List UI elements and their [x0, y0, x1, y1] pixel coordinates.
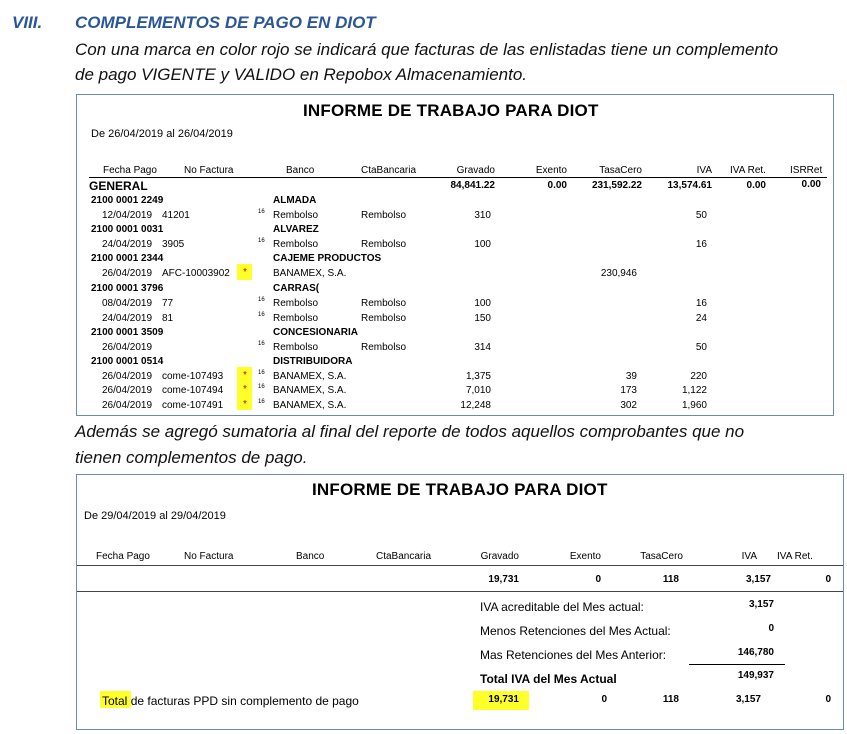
cell-gravado: 7,010 — [465, 385, 491, 396]
cell-factura: come-107493 — [162, 371, 224, 382]
cell-factura: AFC-10003902 — [162, 268, 230, 279]
report-1 — [76, 94, 834, 416]
ppd-label — [102, 694, 359, 708]
cell-sup: 16 — [258, 399, 265, 405]
cell-sup: 16 — [258, 341, 265, 347]
cell-gravado: 314 — [474, 342, 491, 353]
cell-factura: 77 — [162, 298, 174, 309]
cell-tasacero: 230,946 — [600, 268, 637, 279]
cell-fecha: 24/04/2019 — [102, 239, 153, 250]
cell-fecha: 26/04/2019 — [102, 268, 153, 279]
cell-banco: Rembolso — [273, 313, 319, 324]
col-header: Banco — [286, 165, 315, 176]
ppd-label-highlighted: Total — [102, 694, 128, 708]
summary-label: Menos Retenciones del Mes Actual: — [480, 624, 671, 638]
cell-banco: BANAMEX, S.A. — [273, 400, 347, 411]
group-name: CARRAS( — [273, 283, 320, 294]
cell-cta: Rembolso — [361, 210, 407, 221]
cell-sup: 16 — [258, 384, 265, 390]
col-header: IVA Ret. — [730, 165, 766, 176]
cell-tasacero: 302 — [620, 400, 637, 411]
note-line-1: Además se agregó sumatoria al final del reporte de todos aquellos comprobantes que no — [75, 422, 745, 441]
general-exento: 0.00 — [547, 180, 567, 191]
col-header: CtaBancaria — [361, 165, 417, 176]
cell-tasacero: 39 — [625, 371, 637, 382]
col-header: CtaBancaria — [376, 551, 432, 562]
cell-factura: 3905 — [162, 239, 185, 250]
cell-iva: 16 — [695, 239, 707, 250]
group-code: 2100 0001 3796 — [91, 283, 164, 294]
cell-gravado: 1,375 — [465, 371, 491, 382]
cell-banco: BANAMEX, S.A. — [273, 385, 347, 396]
ppd-tasacero: 118 — [662, 694, 679, 705]
totals-rule — [77, 591, 843, 592]
cell-fecha: 24/04/2019 — [102, 313, 153, 324]
total-exento: 0 — [595, 574, 601, 585]
cell-factura: come-107494 — [162, 385, 224, 396]
ppd-gravado: 19,731 — [488, 694, 519, 705]
cell-gravado: 100 — [474, 298, 491, 309]
summary-value: 0 — [768, 623, 774, 634]
group-name: CAJEME PRODUCTOS — [273, 253, 382, 264]
intro-line-2: de pago VIGENTE y VALIDO en Repobox Almacenamiento. — [75, 65, 528, 84]
cell-iva: 50 — [695, 342, 707, 353]
report-2 — [76, 474, 844, 730]
col-header: Gravado — [456, 165, 495, 176]
payment-complement-mark: * — [243, 370, 247, 381]
cell-cta: Rembolso — [361, 313, 407, 324]
col-header: Exento — [569, 551, 601, 562]
group-code: 2100 0001 2249 — [91, 195, 164, 206]
cell-fecha: 26/04/2019 — [102, 342, 153, 353]
summary-rule — [689, 664, 785, 665]
cell-factura: 41201 — [162, 210, 190, 221]
cell-fecha: 08/04/2019 — [102, 298, 153, 309]
intro-line-1: Con una marca en color rojo se indicará que facturas de las enlistadas tiene un complemento — [75, 40, 779, 59]
cell-sup: 16 — [258, 238, 265, 244]
total-gravado: 19,731 — [488, 574, 519, 585]
header-rule — [89, 177, 827, 178]
payment-complement-mark: * — [243, 399, 247, 410]
cell-banco: Rembolso — [273, 342, 319, 353]
col-header: No Factura — [184, 551, 234, 562]
cell-sup: 16 — [258, 312, 265, 318]
summary-label: Mas Retenciones del Mes Anterior: — [480, 648, 667, 662]
col-header: ISRRet — [790, 165, 823, 176]
group-code: 2100 0001 3509 — [91, 327, 164, 338]
cell-iva: 1,122 — [681, 385, 707, 396]
col-header: IVA — [741, 551, 757, 562]
col-header: Exento — [535, 165, 567, 176]
ppd-ivaret: 0 — [825, 694, 831, 705]
cell-banco: Rembolso — [273, 210, 319, 221]
col-header: No Factura — [184, 165, 234, 176]
cell-banco: Rembolso — [273, 298, 319, 309]
cell-gravado: 150 — [474, 313, 491, 324]
cell-fecha: 26/04/2019 — [102, 400, 153, 411]
cell-fecha: 12/04/2019 — [102, 210, 153, 221]
cell-gravado: 100 — [474, 239, 491, 250]
group-code: 2100 0001 0031 — [91, 224, 164, 235]
cell-factura: 81 — [162, 313, 174, 324]
summary-value: 146,780 — [737, 647, 774, 658]
payment-complement-mark: * — [243, 384, 247, 395]
cell-banco: BANAMEX, S.A. — [273, 268, 347, 279]
total-iva: 3,157 — [745, 574, 771, 585]
note-line-2: tienen complementos de pago. — [75, 448, 308, 467]
total-iva-label: Total IVA del Mes Actual — [480, 672, 617, 686]
cell-sup: 16 — [258, 209, 265, 215]
cell-iva: 220 — [690, 371, 707, 382]
group-name: DISTRIBUIDORA — [273, 356, 353, 367]
col-header: Banco — [296, 551, 325, 562]
group-name: ALMADA — [273, 195, 317, 206]
cell-gravado: 310 — [474, 210, 491, 221]
cell-iva: 1,960 — [681, 400, 707, 411]
ppd-exento: 0 — [601, 694, 607, 705]
cell-cta: Rembolso — [361, 298, 407, 309]
cell-gravado: 12,248 — [460, 400, 491, 411]
cell-banco: Rembolso — [273, 239, 319, 250]
total-iva-value: 149,937 — [737, 670, 774, 681]
group-code: 2100 0001 2344 — [91, 253, 164, 264]
total-tasacero: 118 — [662, 574, 679, 585]
header-rule — [77, 565, 843, 566]
col-header: TasaCero — [640, 551, 683, 562]
report-2-title: INFORME DE TRABAJO PARA DIOT — [312, 480, 608, 499]
general-label: GENERAL — [89, 179, 148, 193]
general-isrret: 0.00 — [801, 179, 821, 190]
col-header: IVA — [696, 165, 712, 176]
col-header: Fecha Pago — [103, 165, 157, 176]
cell-factura: come-107491 — [162, 400, 224, 411]
section-title: COMPLEMENTOS DE PAGO EN DIOT — [75, 13, 376, 32]
cell-fecha: 26/04/2019 — [102, 371, 153, 382]
cell-cta: Rembolso — [361, 239, 407, 250]
general-tasacero: 231,592.22 — [591, 180, 642, 191]
col-header: TasaCero — [599, 165, 642, 176]
col-header: Fecha Pago — [96, 551, 150, 562]
general-iva: 13,574.61 — [667, 180, 712, 191]
ppd-iva: 3,157 — [735, 694, 761, 705]
cell-iva: 50 — [695, 210, 707, 221]
cell-fecha: 26/04/2019 — [102, 385, 153, 396]
cell-iva: 24 — [695, 313, 707, 324]
payment-complement-mark: * — [243, 267, 247, 278]
total-ivaret: 0 — [825, 574, 831, 585]
cell-tasacero: 173 — [620, 385, 637, 396]
cell-iva: 16 — [695, 298, 707, 309]
cell-sup: 16 — [258, 297, 265, 303]
general-gravado: 84,841.22 — [450, 180, 495, 191]
cell-sup: 16 — [258, 370, 265, 376]
cell-cta: Rembolso — [361, 342, 407, 353]
summary-label: IVA acreditable del Mes actual: — [480, 600, 644, 614]
report-2-date-range: De 29/04/2019 al 29/04/2019 — [84, 510, 226, 522]
cell-banco: BANAMEX, S.A. — [273, 371, 347, 382]
general-ivaret: 0.00 — [746, 180, 766, 191]
report-1-title: INFORME DE TRABAJO PARA DIOT — [303, 101, 599, 120]
report-1-date-range: De 26/04/2019 al 26/04/2019 — [91, 128, 233, 140]
group-name: ALVAREZ — [273, 224, 319, 235]
section-number: VIII. — [12, 13, 43, 32]
group-code: 2100 0001 0514 — [91, 356, 164, 367]
col-header: Gravado — [480, 551, 519, 562]
summary-value: 3,157 — [748, 599, 774, 610]
group-name: CONCESIONARIA — [273, 327, 359, 338]
col-header: IVA Ret. — [777, 551, 813, 562]
ppd-label-rest: de facturas PPD sin complemento de pago — [127, 694, 359, 708]
